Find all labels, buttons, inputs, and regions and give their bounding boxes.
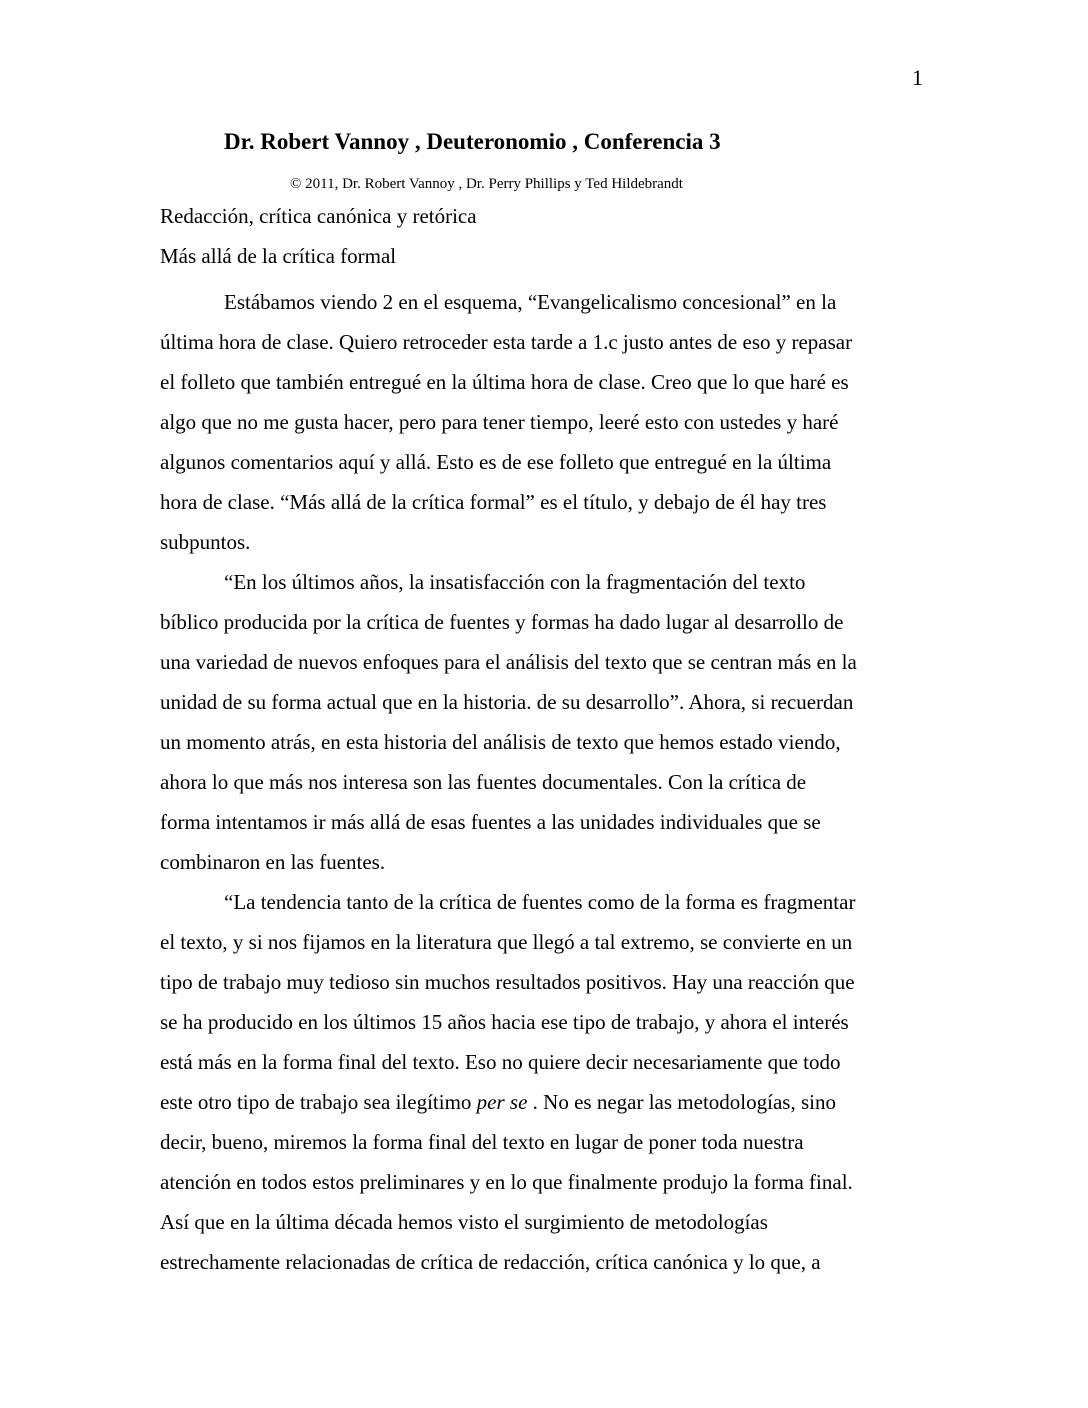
paragraph-line: se ha producido en los últimos 15 años hacia ese tipo de trabajo, y ahora el interés — [160, 1010, 849, 1034]
document-title: Dr. Robert Vannoy , Deuteronomio , Conferencia 3 — [224, 129, 721, 154]
page-number: 1 — [912, 65, 923, 90]
section-heading-1: Redacción, crítica canónica y retórica — [160, 204, 477, 228]
paragraph-line: última hora de clase. Quiero retroceder esta tarde a 1.c justo antes de eso y repasar — [160, 330, 853, 354]
paragraph-line: forma intentamos ir más allá de esas fuentes a las unidades individuales que se — [160, 810, 821, 834]
paragraph-line: “La tendencia tanto de la crítica de fuentes como de la forma es fragmentar — [224, 890, 856, 914]
text-run: . No es negar las metodologías, sino — [527, 1090, 836, 1114]
body-text — [160, 282, 930, 1282]
paragraph-line-with-italic — [160, 1082, 930, 1122]
paragraph-line: el texto, y si nos fijamos en la literatura que llegó a tal extremo, se convierte en un — [160, 930, 853, 954]
paragraph-line: hora de clase. “Más allá de la crítica formal” es el título, y debajo de él hay tres — [160, 490, 827, 514]
paragraph-line: algunos comentarios aquí y allá. Esto es de ese folleto que entregué en la última — [160, 450, 832, 474]
italic-phrase: per se — [476, 1090, 528, 1114]
paragraph-line: está más en la forma final del texto. Eso no quiere decir necesariamente que todo — [160, 1050, 841, 1074]
paragraph-line: Así que en la última década hemos visto el surgimiento de metodologías — [160, 1210, 768, 1234]
paragraph-line: algo que no me gusta hacer, pero para tener tiempo, leeré esto con ustedes y haré — [160, 410, 839, 434]
paragraph-line: el folleto que también entregué en la última hora de clase. Creo que lo que haré es — [160, 370, 849, 394]
paragraph-line: estrechamente relacionadas de crítica de redacción, crítica canónica y lo que, a — [160, 1250, 821, 1274]
paragraph-line: subpuntos. — [160, 530, 251, 554]
section-heading-2: Más allá de la crítica formal — [160, 244, 397, 268]
paragraph-line: bíblico producida por la crítica de fuentes y formas ha dado lugar al desarrollo de — [160, 610, 844, 634]
paragraph-line: decir, bueno, miremos la forma final del texto en lugar de poner toda nuestra — [160, 1130, 804, 1154]
paragraph-line: combinaron en las fuentes. — [160, 850, 386, 874]
paragraph-line: ahora lo que más nos interesa son las fuentes documentales. Con la crítica de — [160, 770, 807, 794]
text-run: este otro tipo de trabajo sea ilegítimo — [160, 1090, 477, 1114]
copyright-line: © 2011, Dr. Robert Vannoy , Dr. Perry Phillips y Ted Hildebrandt — [290, 176, 683, 192]
paragraph-line: Estábamos viendo 2 en el esquema, “Evangelicalismo concesional” en la — [224, 290, 837, 314]
paragraph-line: atención en todos estos preliminares y en lo que finalmente produjo la forma final. — [160, 1170, 853, 1194]
paragraph-line: una variedad de nuevos enfoques para el análisis del texto que se centran más en la — [160, 650, 857, 674]
paragraph-line: tipo de trabajo muy tedioso sin muchos resultados positivos. Hay una reacción que — [160, 970, 855, 994]
paragraph-line: unidad de su forma actual que en la historia. de su desarrollo”. Ahora, si recuerdan — [160, 690, 854, 714]
paragraph-line: “En los últimos años, la insatisfacción con la fragmentación del texto — [224, 570, 806, 594]
paragraph-line: un momento atrás, en esta historia del análisis de texto que hemos estado viendo, — [160, 730, 841, 754]
